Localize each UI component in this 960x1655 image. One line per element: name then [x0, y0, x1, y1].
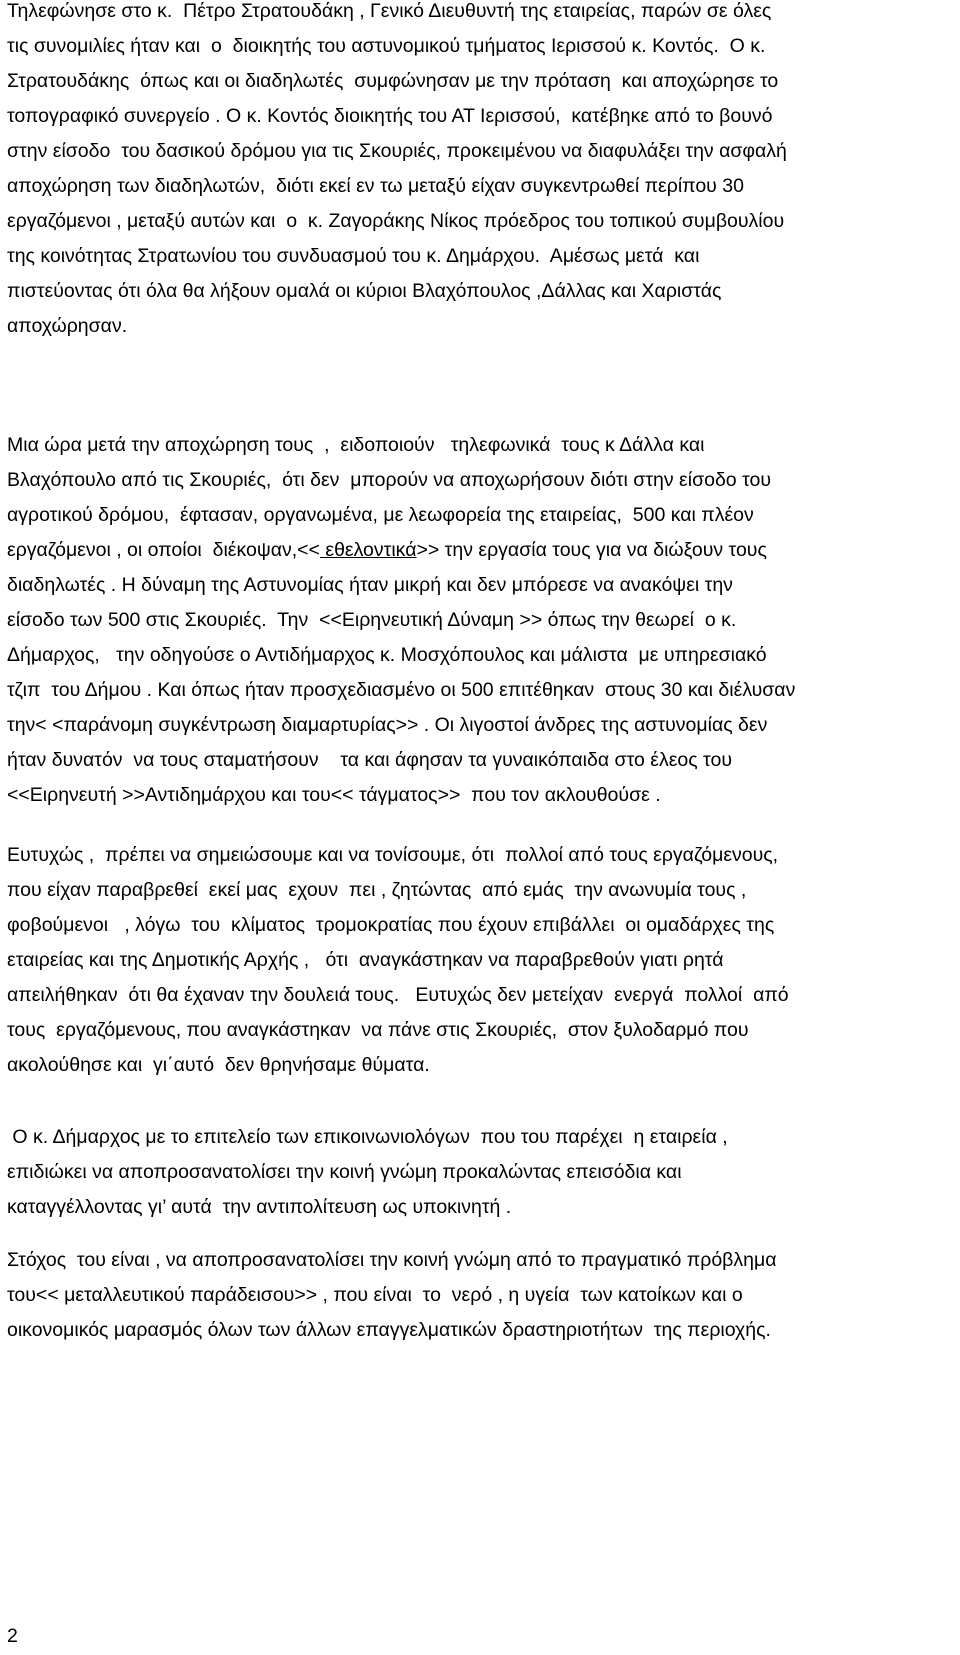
text-fragment: εργαζόμενοι , οι οποίοι διέκοψαν,<<: [7, 539, 320, 561]
text-line: τις συνομιλίες ήταν και ο διοικητής του αστυνομικού τμήματος Ιερισσού κ. Κοντός. Ο κ.: [7, 35, 766, 57]
text-line: τοπογραφικό συνεργείο . Ο κ. Κοντός διοικητής του ΑΤ Ιερισσού, κατέβηκε από το βουνό: [7, 105, 773, 127]
text-line: [7, 533, 953, 568]
text-line: στην είσοδο του δασικού δρόμου για τις Σκουριές, προκειμένου να διαφυλάξει την ασφαλή: [7, 140, 787, 162]
text-line: ακολούθησε και γι΄αυτό δεν θρηνήσαμε θύματα.: [7, 1054, 430, 1076]
text-line: που είχαν παραβρεθεί εκεί μας εχουν πει , ζητώντας από εμάς την ανωνυμία τους ,: [7, 879, 747, 901]
text-line: Βλαχόπουλο από τις Σκουριές, ότι δεν μπορούν να αποχωρήσουν διότι στην είσοδο του: [7, 469, 772, 491]
text-line: εταιρείας και της Δημοτικής Αρχής , ότι αναγκάστηκαν να παραβρεθούν γιατι ρητά: [7, 949, 724, 971]
text-line: πιστεύοντας ότι όλα θα λήξουν ομαλά οι κύριοι Βλαχόπουλος ,Δάλλας και Χαριστάς: [7, 280, 722, 302]
paragraph: [7, 838, 953, 1083]
text-line: Μια ώρα μετά την αποχώρηση τους , ειδοποιούν τηλεφωνικά τους κ Δάλλα και: [7, 434, 705, 456]
paragraph: [7, 1120, 953, 1225]
text-line: την< <παράνομη συγκέντρωση διαμαρτυρίας>> . Οι λιγοστοί άνδρες της αστυνομίας δεν: [7, 714, 768, 736]
paragraph: [7, 1243, 953, 1348]
underlined-word: εθελοντικά: [319, 539, 417, 561]
text-line: τους εργαζόμενους, που αναγκάστηκαν να πάνε στις Σκουριές, στον ξυλοδαρμό που: [7, 1019, 749, 1041]
text-line: εργαζόμενοι , μεταξύ αυτών και ο κ. Ζαγοράκης Νίκος πρόεδρος του τοπικού συμβουλίου: [7, 210, 785, 232]
text-line: Στρατουδάκης όπως και οι διαδηλωτές συμφώνησαν με την πρόταση και αποχώρησε το: [7, 70, 779, 92]
text-line: επιδιώκει να αποπροσανατολίσει την κοινή γνώμη προκαλώντας επεισόδια και: [7, 1161, 682, 1183]
text-line: της κοινότητας Στρατωνίου του συνδυασμού του κ. Δημάρχου. Αμέσως μετά και: [7, 245, 700, 267]
text-fragment: >> την εργασία τους για να διώξουν τους: [416, 539, 767, 561]
text-line: ήταν δυνατόν να τους σταματήσουν τα και άφησαν τα γυναικόπαιδα στο έλεος του: [7, 749, 732, 771]
text-line: Ο κ. Δήμαρχος με το επιτελείο των επικοινωνιολόγων που του παρέχει η εταιρεία ,: [7, 1126, 728, 1148]
text-line: καταγγέλλοντας γι’ αυτά την αντιπολίτευση ως υποκινητή .: [7, 1196, 512, 1218]
text-line: Τηλεφώνησε στο κ. Πέτρο Στρατουδάκη , Γενικό Διευθυντή της εταιρείας, παρών σε όλες: [7, 0, 772, 22]
text-line: <<Ειρηνευτή >>Αντιδημάρχου και του<< τάγματος>> που τον ακλουθούσε .: [7, 784, 661, 806]
text-line: αποχώρηση των διαδηλωτών, διότι εκεί εν τω μεταξύ είχαν συγκεντρωθεί περίπου 30: [7, 175, 744, 197]
text-line: του<< μεταλλευτικού παράδεισου>> , που είναι το νερό , η υγεία των κατοίκων και ο: [7, 1284, 743, 1306]
text-line: αποχώρησαν.: [7, 315, 128, 337]
text-line: Ευτυχώς , πρέπει να σημειώσουμε και να τονίσουμε, ότι πολλοί από τους εργαζόμενους,: [7, 844, 779, 866]
text-line: Στόχος του είναι , να αποπροσανατολίσει την κοινή γνώμη από το πραγματικό πρόβλημα: [7, 1249, 777, 1271]
text-line: Δήμαρχος, την οδηγούσε ο Αντιδήμαρχος κ. Μοσχόπουλος και μάλιστα με υπηρεσιακό: [7, 644, 767, 666]
text-line: φοβούμενοι , λόγω του κλίματος τρομοκρατίας που έχουν επιβάλλει οι ομαδάρχες της: [7, 914, 775, 936]
text-line: διαδηλωτές . Η δύναμη της Αστυνομίας ήταν μικρή και δεν μπόρεσε να ανακόψει την: [7, 574, 733, 596]
paragraph: [7, 0, 953, 344]
text-line: είσοδο των 500 στις Σκουριές. Την <<Ειρηνευτική Δύναμη >> όπως την θεωρεί ο κ.: [7, 609, 737, 631]
paragraph: [7, 428, 953, 813]
text-line: απειλήθηκαν ότι θα έχαναν την δουλειά τους. Ευτυχώς δεν μετείχαν ενεργά πολλοί από: [7, 984, 789, 1006]
page-number: 2: [7, 1625, 18, 1647]
text-line: τζιπ του Δήμου . Και όπως ήταν προσχεδιασμένο οι 500 επιτέθηκαν στους 30 και διέλυσαν: [7, 679, 796, 701]
text-line: οικονομικός μαρασμός όλων των άλλων επαγγελματικών δραστηριοτήτων της περιοχής.: [7, 1319, 771, 1341]
text-line: αγροτικού δρόμου, έφτασαν, οργανωμένα, με λεωφορεία της εταιρείας, 500 και πλέον: [7, 504, 754, 526]
